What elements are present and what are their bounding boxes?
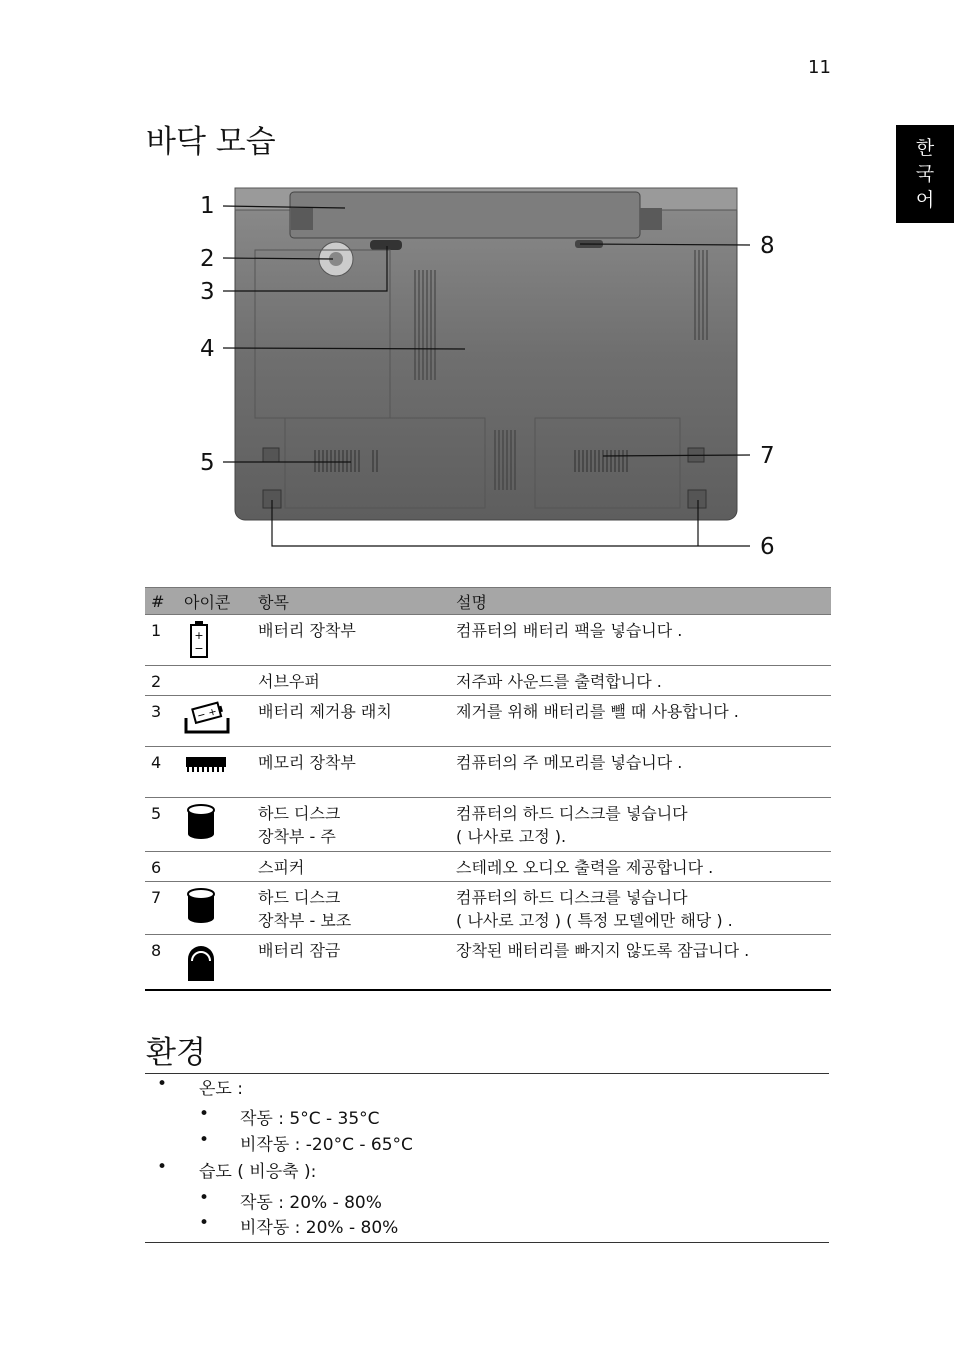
row-num: 7 [145, 882, 178, 935]
laptop-bottom-view-illustration [195, 180, 785, 560]
row-icon-cell [178, 696, 252, 747]
callout-3: 3 [200, 279, 215, 305]
battery-pack [290, 192, 640, 238]
battery-icon [184, 619, 214, 659]
language-tab-char: 국 [915, 163, 935, 185]
row-description: 컴퓨터의 배터리 팩을 넣습니다 . [450, 615, 831, 666]
header-description: 설명 [450, 588, 831, 615]
svg-text:− +: − + [196, 706, 219, 723]
row-item: 배터리 장착부 [252, 615, 450, 666]
hinge-left [291, 208, 313, 230]
row-description: 컴퓨터의 하드 디스크를 넣습니다 ( 나사로 고정 ). [450, 798, 831, 852]
row-item: 스피커 [252, 852, 450, 882]
row-item: 배터리 잠금 [252, 935, 450, 991]
bullet: • [199, 1188, 210, 1208]
divider [145, 1073, 829, 1074]
lock-icon [184, 939, 218, 983]
callout-1: 1 [200, 193, 215, 219]
table-row [145, 696, 831, 747]
table-row [145, 882, 831, 935]
row-icon-cell [178, 882, 252, 935]
parts-table [145, 587, 831, 991]
row-icon-cell [178, 666, 252, 696]
callout-4: 4 [200, 336, 215, 362]
callout-2: 2 [200, 246, 215, 272]
language-tab-char: 어 [915, 189, 935, 211]
table-row [145, 935, 831, 991]
divider [145, 1242, 829, 1243]
bullet: • [199, 1213, 210, 1233]
hard-disk-icon [184, 802, 218, 842]
row-description: 제거를 위해 배터리를 뺄 때 사용합니다 . [450, 696, 831, 747]
callout-8: 8 [760, 233, 775, 259]
row-num: 2 [145, 666, 178, 696]
row-num: 4 [145, 747, 178, 798]
rubber-foot [688, 490, 706, 508]
row-icon-cell [178, 747, 252, 798]
row-icon-cell [178, 852, 252, 882]
row-icon-cell [178, 798, 252, 852]
row-icon-cell [178, 935, 252, 991]
row-icon-cell [178, 615, 252, 666]
row-description: 스테레오 오디오 출력을 제공합니다 . [450, 852, 831, 882]
bullet: • [199, 1130, 210, 1150]
language-tab [896, 125, 954, 223]
table-row [145, 852, 831, 882]
temperature-label: 온도 : [199, 1079, 243, 1099]
callout-7: 7 [760, 443, 775, 469]
row-num: 5 [145, 798, 178, 852]
svg-text:+: + [194, 629, 204, 642]
table-row [145, 798, 831, 852]
language-tab-char: 한 [915, 137, 935, 159]
row-item: 서브우퍼 [252, 666, 450, 696]
humidity-label: 습도 ( 비응축 ): [199, 1162, 317, 1182]
table-row [145, 747, 831, 798]
section-title-bottom-view: 바닥 모습 [146, 124, 276, 160]
table-row [145, 666, 831, 696]
temperature-operating: 작동 : 5°C - 35°C [240, 1109, 380, 1129]
header-icon: 아이콘 [178, 588, 252, 615]
row-description: 장착된 배터리를 빠지지 않도록 잠급니다 . [450, 935, 831, 991]
row-item: 하드 디스크 장착부 - 주 [252, 798, 450, 852]
header-item: 항목 [252, 588, 450, 615]
svg-text:−: − [194, 642, 204, 655]
callout-5: 5 [200, 450, 215, 476]
row-description: 컴퓨터의 하드 디스크를 넣습니다 ( 나사로 고정 ) ( 특정 모델에만 해당 ) . [450, 882, 831, 935]
row-num: 1 [145, 615, 178, 666]
row-item: 메모리 장착부 [252, 747, 450, 798]
table-row [145, 615, 831, 666]
memory-icon [184, 751, 228, 775]
section-title-environment: 환경 [146, 1035, 206, 1071]
row-description: 저주파 사운드를 출력합니다 . [450, 666, 831, 696]
hinge-right [640, 208, 662, 230]
row-item: 배터리 제거용 래치 [252, 696, 450, 747]
temperature-non-operating: 비작동 : -20°C - 65°C [240, 1135, 413, 1155]
battery-release-latch-icon [184, 700, 230, 736]
row-item: 하드 디스크 장착부 - 보조 [252, 882, 450, 935]
humidity-operating: 작동 : 20% - 80% [240, 1193, 382, 1213]
callout-6: 6 [760, 534, 775, 560]
row-num: 6 [145, 852, 178, 882]
row-description: 컴퓨터의 주 메모리를 넣습니다 . [450, 747, 831, 798]
bullet: • [157, 1074, 168, 1094]
hard-disk-icon [184, 886, 218, 926]
rubber-foot [263, 448, 279, 462]
bullet: • [157, 1157, 168, 1177]
bullet: • [199, 1104, 210, 1124]
row-num: 3 [145, 696, 178, 747]
humidity-non-operating: 비작동 : 20% - 80% [240, 1218, 399, 1238]
table-header-row [145, 588, 831, 615]
release-latch-shape [370, 240, 402, 250]
row-num: 8 [145, 935, 178, 991]
header-num: # [145, 588, 178, 615]
page-number: 11 [808, 57, 831, 78]
